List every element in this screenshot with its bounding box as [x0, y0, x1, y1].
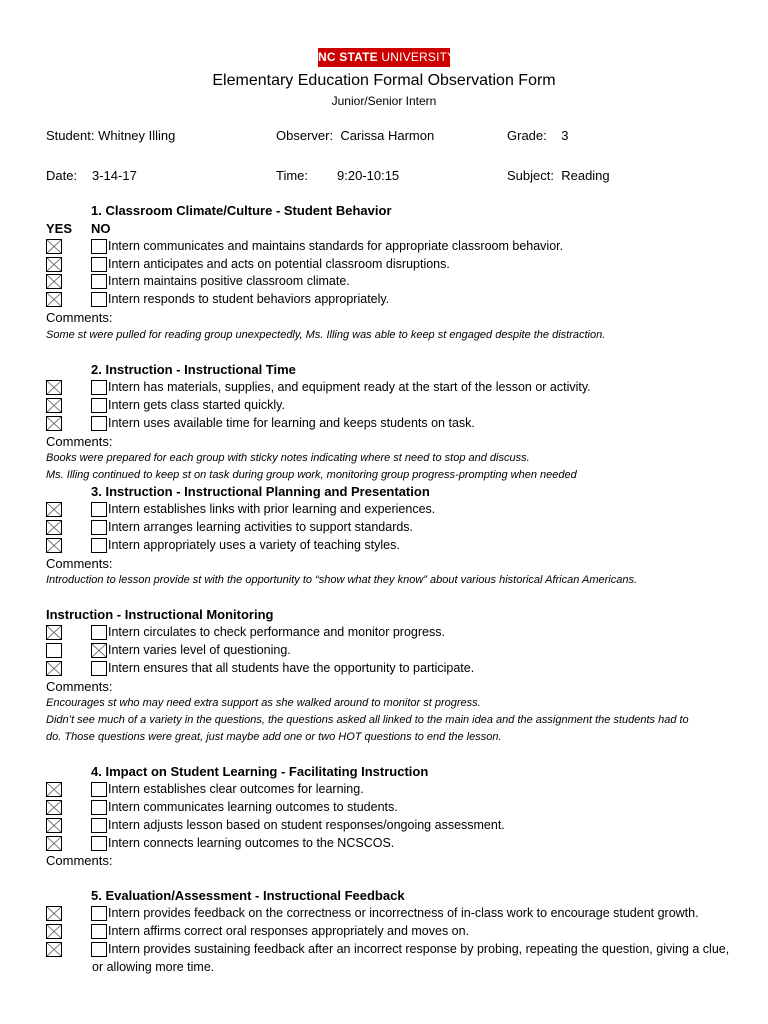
- criterion-text: Intern uses available time for learning and keeps students on task.: [108, 416, 475, 430]
- comment-text: Some st were pulled for reading group unexpectedly, Ms. Illing was able to keep st engaged despite the distraction.: [46, 329, 606, 341]
- comments-label: Comments:: [46, 556, 113, 571]
- yes-checkbox[interactable]: [46, 924, 62, 939]
- no-checkbox[interactable]: [91, 239, 107, 254]
- checklist-row: [46, 379, 746, 396]
- comments-label: Comments:: [46, 679, 113, 694]
- criterion-text: Intern adjusts lesson based on student responses/ongoing assessment.: [108, 818, 505, 832]
- checklist-row: [46, 923, 746, 940]
- yes-checkbox[interactable]: [46, 380, 62, 395]
- checklist-row: [46, 501, 746, 518]
- time-value: 9:20-10:15: [337, 168, 400, 183]
- checklist-row: [46, 291, 746, 308]
- no-checkbox[interactable]: [91, 818, 107, 833]
- section-title: 2. Instruction - Instructional Time: [91, 362, 296, 377]
- criterion-text: Intern provides feedback on the correctness or incorrectness of in-class work to encourage student growth.: [108, 906, 699, 920]
- section-title: 4. Impact on Student Learning - Facilitating Instruction: [91, 764, 429, 779]
- no-checkbox[interactable]: [91, 924, 107, 939]
- check-x-mark-icon: [47, 819, 61, 832]
- no-checkbox[interactable]: [91, 661, 107, 676]
- no-checkbox[interactable]: [91, 502, 107, 517]
- check-x-mark-icon: [47, 925, 61, 938]
- no-checkbox[interactable]: [91, 782, 107, 797]
- criterion-text: Intern has materials, supplies, and equipment ready at the start of the lesson or activity.: [108, 380, 591, 394]
- criterion-text: Intern establishes clear outcomes for learning.: [108, 782, 364, 796]
- comment-text: Introduction to lesson provide st with the opportunity to “show what they know” about various historical African Americans.: [46, 574, 638, 586]
- yes-column-label: YES: [46, 221, 73, 236]
- no-checkbox[interactable]: [91, 836, 107, 851]
- checklist-row: [46, 905, 746, 922]
- checklist-row: [46, 642, 746, 659]
- yes-checkbox[interactable]: [46, 643, 62, 658]
- check-x-mark-icon: [47, 943, 61, 956]
- yes-checkbox[interactable]: [46, 292, 62, 307]
- student-value: Whitney Illing: [98, 128, 176, 143]
- no-checkbox[interactable]: [91, 906, 107, 921]
- comment-text: Encourages st who may need extra support as she walked around to monitor st progress.: [46, 697, 481, 709]
- criterion-text: Intern gets class started quickly.: [108, 398, 285, 412]
- section-title: Instruction - Instructional Monitoring: [46, 607, 274, 622]
- check-x-mark-icon: [47, 539, 61, 552]
- check-x-mark-icon: [92, 644, 106, 657]
- checklist-row: [46, 415, 746, 432]
- yes-checkbox[interactable]: [46, 782, 62, 797]
- checklist-row: [46, 660, 746, 677]
- grade-field: Grade: 3: [507, 128, 569, 143]
- criterion-text: Intern circulates to check performance and monitor progress.: [108, 625, 445, 639]
- observer-field: Observer: Carissa Harmon: [276, 128, 435, 143]
- criterion-text: Intern appropriately uses a variety of teaching styles.: [108, 538, 400, 552]
- yes-checkbox[interactable]: [46, 818, 62, 833]
- check-x-mark-icon: [47, 275, 61, 288]
- comment-text: Ms. Illing continued to keep st on task during group work, monitoring group progress-prompting when needed: [46, 469, 577, 481]
- comments-label: Comments:: [46, 434, 113, 449]
- yes-checkbox[interactable]: [46, 800, 62, 815]
- checklist-row: [46, 273, 746, 290]
- criterion-text: Intern provides sustaining feedback after an incorrect response by probing, repeating the question, giving a clue,: [108, 942, 730, 956]
- no-checkbox[interactable]: [91, 520, 107, 535]
- check-x-mark-icon: [47, 801, 61, 814]
- checklist-row: [46, 941, 746, 958]
- check-x-mark-icon: [47, 293, 61, 306]
- subject-value: Reading: [561, 168, 610, 183]
- checklist-row: [46, 799, 746, 816]
- criterion-text: Intern establishes links with prior learning and experiences.: [108, 502, 436, 516]
- yes-checkbox[interactable]: [46, 836, 62, 851]
- check-x-mark-icon: [47, 837, 61, 850]
- no-checkbox[interactable]: [91, 398, 107, 413]
- comment-text: do. Those questions were great, just maybe add one or two HOT questions to end the lesson.: [46, 731, 502, 743]
- no-checkbox[interactable]: [91, 292, 107, 307]
- time-field: Time: 9:20-10:15: [276, 168, 400, 183]
- form-subtitle: Junior/Senior Intern: [331, 94, 437, 108]
- yes-checkbox[interactable]: [46, 502, 62, 517]
- no-column-label: NO: [91, 221, 111, 236]
- criterion-text: Intern affirms correct oral responses appropriately and moves on.: [108, 924, 470, 938]
- criterion-text: Intern communicates learning outcomes to students.: [108, 800, 398, 814]
- check-x-mark-icon: [47, 503, 61, 516]
- no-checkbox[interactable]: [91, 380, 107, 395]
- checklist-row: [46, 397, 746, 414]
- comment-text: Didn’t see much of a variety in the questions, the questions asked all linked to the main idea and the assignment the students had to: [46, 714, 689, 726]
- yes-checkbox[interactable]: [46, 625, 62, 640]
- criterion-text: Intern ensures that all students have the opportunity to participate.: [108, 661, 475, 675]
- section-title: 3. Instruction - Instructional Planning and Presentation: [91, 484, 430, 499]
- check-x-mark-icon: [47, 258, 61, 271]
- yes-checkbox[interactable]: [46, 239, 62, 254]
- check-x-mark-icon: [47, 240, 61, 253]
- check-x-mark-icon: [47, 521, 61, 534]
- observer-value: Carissa Harmon: [340, 128, 435, 143]
- no-checkbox[interactable]: [91, 643, 107, 658]
- date-value: 3-14-17: [92, 168, 137, 183]
- criterion-text: Intern communicates and maintains standards for appropriate classroom behavior.: [108, 239, 564, 253]
- check-x-mark-icon: [47, 417, 61, 430]
- yes-checkbox[interactable]: [46, 906, 62, 921]
- checklist-row: [46, 835, 746, 852]
- yes-checkbox[interactable]: [46, 538, 62, 553]
- checklist-row: [46, 817, 746, 834]
- comments-label: Comments:: [46, 310, 113, 325]
- no-checkbox[interactable]: [91, 274, 107, 289]
- no-checkbox[interactable]: [91, 416, 107, 431]
- checklist-row: [46, 624, 746, 641]
- criterion-text-continued: or allowing more time.: [92, 960, 215, 974]
- checklist-row: [46, 256, 746, 273]
- yes-checkbox[interactable]: [46, 398, 62, 413]
- criterion-text: Intern anticipates and acts on potential classroom disruptions.: [108, 257, 450, 271]
- criterion-text: Intern arranges learning activities to support standards.: [108, 520, 414, 534]
- yes-checkbox[interactable]: [46, 274, 62, 289]
- comment-text: Books were prepared for each group with sticky notes indicating where st need to stop and discuss.: [46, 452, 530, 464]
- yes-no-header: [46, 221, 111, 237]
- criterion-text: Intern maintains positive classroom climate.: [108, 274, 350, 288]
- date-field: Date: 3-14-17: [46, 168, 137, 183]
- yes-checkbox[interactable]: [46, 257, 62, 272]
- yes-checkbox[interactable]: [46, 661, 62, 676]
- form-title: Elementary Education Formal Observation Form: [212, 72, 556, 89]
- criterion-text: Intern varies level of questioning.: [108, 643, 291, 657]
- check-x-mark-icon: [47, 783, 61, 796]
- grade-value: 3: [561, 128, 569, 143]
- no-checkbox[interactable]: [91, 538, 107, 553]
- section-title: 5. Evaluation/Assessment - Instructional Feedback: [91, 888, 405, 903]
- yes-checkbox[interactable]: [46, 520, 62, 535]
- yes-checkbox[interactable]: [46, 416, 62, 431]
- checklist-row: [46, 519, 746, 536]
- student-field: Student: Whitney Illing: [46, 128, 176, 143]
- check-x-mark-icon: [47, 626, 61, 639]
- ncsu-logo: NC STATE UNIVERSITY: [318, 48, 450, 67]
- check-x-mark-icon: [47, 662, 61, 675]
- subject-field: Subject: Reading: [507, 168, 610, 183]
- comments-label: Comments:: [46, 853, 113, 868]
- check-x-mark-icon: [47, 399, 61, 412]
- yes-checkbox[interactable]: [46, 942, 62, 957]
- criterion-text: Intern responds to student behaviors appropriately.: [108, 292, 390, 306]
- no-checkbox[interactable]: [91, 257, 107, 272]
- no-checkbox[interactable]: [91, 942, 107, 957]
- no-checkbox[interactable]: [91, 625, 107, 640]
- criterion-text: Intern connects learning outcomes to the NCSCOS.: [108, 836, 395, 850]
- checklist-row: [46, 781, 746, 798]
- check-x-mark-icon: [47, 381, 61, 394]
- checklist-row: [46, 238, 746, 255]
- no-checkbox[interactable]: [91, 800, 107, 815]
- check-x-mark-icon: [47, 907, 61, 920]
- checklist-row: [46, 537, 746, 554]
- section-title: 1. Classroom Climate/Culture - Student Behavior: [91, 203, 392, 218]
